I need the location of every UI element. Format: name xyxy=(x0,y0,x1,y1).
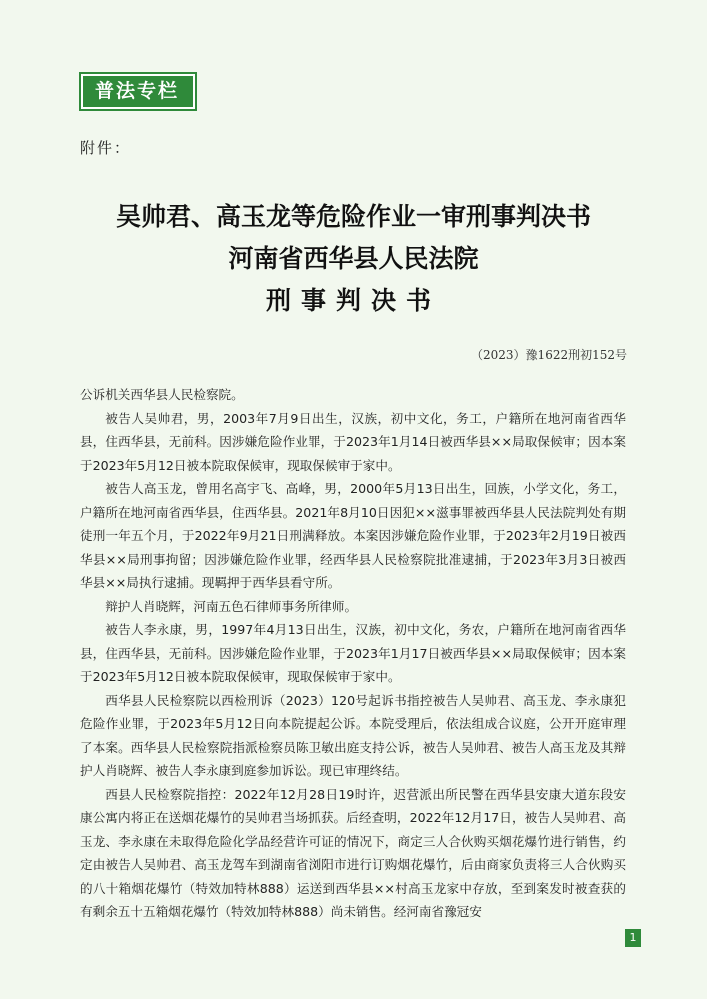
paragraph-defendant-li: 被告人李永康，男，1997年4月13日出生，汉族，初中文化，务农，户籍所在地河南省西华县，住西华县，无前科。因涉嫌危险作业罪，于2023年1月17日被西华县××局取保候审；因本案于2023年5月12日被本院取保候审，现取保候审于家中。 xyxy=(80,622,626,684)
court-name: 河南省西华县人民法院 xyxy=(228,244,479,273)
case-number: （2023）豫1622刑初152号 xyxy=(471,348,627,362)
paragraph-accusation: 西县人民检察院指控：2022年12月28日19时许，迟营派出所民警在西华县安康大道东段安康公寓内将正在送烟花爆竹的吴帅君当场抓获。后经查明，2022年12月17日，被告人吴帅君、高玉龙、李永康在未取得危险化学品经营许可证的情况下，商定三人合伙购买烟花爆竹进行销售，约定由被告人吴帅君、高玉龙驾车到湖南省浏阳市进行订购烟花爆竹，后由商家负责将三人合伙购买的八十箱烟花爆竹（特效加特林888）运送到西华县××村高玉龙家中存放，至到案发时被查获的有剩余五十五箱烟花爆竹（特效加特林888）尚未销售。经河南省豫冠安 xyxy=(80,786,626,919)
column-tag xyxy=(79,72,197,111)
column-tag-label: 普法专栏 xyxy=(83,76,193,107)
paragraph-prosecutor: 公诉机关西华县人民检察院。 xyxy=(80,387,244,402)
paragraph-defendant-wu: 被告人吴帅君，男，2003年7月9日出生，汉族，初中文化，务工，户籍所在地河南省西华县，住西华县，无前科。因涉嫌危险作业罪，于2023年1月14日被西华县××局取保候审；因本案于2023年5月12日被本院取保候审，现取保候审于家中。 xyxy=(80,410,626,473)
page-number: 1 xyxy=(625,929,641,947)
paragraph-prosecution: 西华县人民检察院以西检刑诉（2023）120号起诉书指控被告人吴帅君、高玉龙、李永康犯危险作业罪，于2023年5月12日向本院提起公诉。本院受理后，依法组成合议庭，公开开庭审理了本案。西华县人民检察院指派检察员陈卫敏出庭支持公诉，被告人吴帅君、被告人高玉龙及其辩护人肖晓辉、被告人李永康到庭参加诉讼。现已审理终结。 xyxy=(80,692,626,778)
title-block xyxy=(0,196,707,322)
document-type: 刑事判决书 xyxy=(265,286,441,315)
judgment-title: 吴帅君、高玉龙等危险作业一审刑事判决书 xyxy=(115,202,591,231)
paragraph-defendant-gao: 被告人高玉龙，曾用名高宇飞、高峰，男，2000年5月13日出生，回族，小学文化，务工，户籍所在地河南省西华县，住西华县。2021年8月10日因犯××滋事罪被西华县人民法院判处有期徒刑一年五个月，于2022年9月21日刑满释放。本案因涉嫌危险作业罪，于2023年2月19日被西华县××局刑事拘留；因涉嫌危险作业罪，经西华县人民检察院批准逮捕，于2023年3月3日被西华县××局执行逮捕。现羁押于西华县看守所。 xyxy=(80,481,626,590)
paragraph-defender: 辩护人肖晓辉，河南五色石律师事务所律师。 xyxy=(105,598,358,614)
judgment-body xyxy=(80,383,626,924)
attachment-label: 附件： xyxy=(80,139,132,157)
